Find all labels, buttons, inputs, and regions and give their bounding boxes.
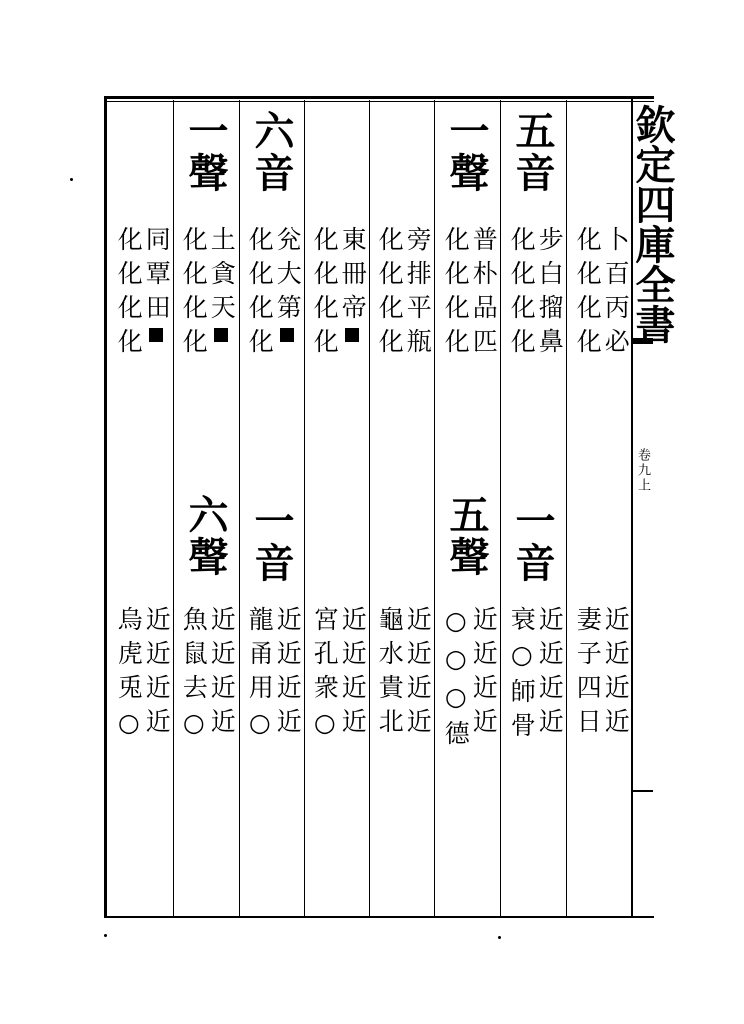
volume-label: 卷九上	[635, 448, 650, 493]
column-2-top-heading: 五音	[509, 110, 556, 194]
column-6-finals: 龍甬用○	[245, 606, 275, 746]
column-2-bottom-heading: 一音	[509, 500, 556, 584]
column-8-finals: 烏虎兎○	[114, 606, 144, 746]
column-4-hua: 化化化化	[375, 226, 405, 362]
column-1-jin: 近近近近	[601, 606, 631, 742]
blank-square-icon	[214, 328, 228, 342]
column-8-hua: 化化化化	[114, 226, 144, 362]
blank-square-icon	[149, 328, 163, 342]
column-6-hua: 化化化化	[245, 226, 275, 362]
fishtail-mark-lower	[633, 790, 653, 792]
column-8-initials	[141, 226, 172, 342]
column-3-initials: 普朴品匹	[469, 226, 499, 362]
column-1-finals: 妻子四日	[573, 606, 603, 742]
top-border	[106, 96, 654, 99]
column-6-jin: 近近近近	[273, 606, 303, 742]
column-7-bottom-heading: 六聲	[182, 494, 229, 578]
column-1-initials: 卜百丙必	[601, 226, 631, 362]
text-column-4	[369, 100, 435, 918]
column-5-finals: 宮孔衆○	[310, 606, 340, 746]
column-3-jin: 近近近近	[469, 606, 499, 742]
column-3-hua: 化化化化	[441, 226, 471, 362]
scan-speck	[498, 936, 501, 939]
column-6-bottom-heading: 一音	[248, 500, 295, 584]
column-5-initials-text: 東冊帝	[338, 226, 368, 328]
text-column-1	[566, 100, 632, 918]
column-2-jin: 近近近近	[535, 606, 565, 742]
column-7-jin: 近近近近	[207, 606, 237, 742]
blank-square-icon	[280, 328, 294, 342]
column-2-finals: 衰○師骨	[507, 606, 537, 746]
scan-speck	[104, 934, 107, 937]
column-6-initials	[272, 226, 303, 342]
column-3-top-heading: 一聲	[443, 110, 490, 194]
column-8-initials-text: 同覃田	[142, 226, 172, 328]
column-6-initials-text: 兊大第	[273, 226, 303, 328]
column-7-top-heading: 一聲	[182, 110, 229, 194]
column-7-hua: 化化化化	[179, 226, 209, 362]
column-5-hua: 化化化化	[310, 226, 340, 362]
column-2-hua: 化化化化	[507, 226, 537, 362]
column-7-finals: 魚鼠去○	[179, 606, 209, 746]
column-2-initials: 步白㨨鼻	[535, 226, 565, 362]
column-6-top-heading: 六音	[248, 110, 295, 194]
column-7-initials	[206, 226, 237, 342]
column-4-initials: 旁排平瓶	[403, 226, 433, 362]
column-4-jin: 近近近近	[403, 606, 433, 742]
column-3-finals: ○○○德	[441, 606, 471, 754]
column-3-bottom-heading: 五聲	[443, 494, 490, 578]
scan-speck	[70, 178, 73, 181]
column-5-jin: 近近近近	[338, 606, 368, 742]
text-column-8	[107, 100, 173, 918]
text-column-5	[304, 100, 370, 918]
column-4-finals: 龜水貴北	[375, 606, 405, 742]
running-title: 欽定四庫全書	[629, 104, 676, 344]
blank-square-icon	[345, 328, 359, 342]
column-5-initials	[337, 226, 368, 342]
column-8-jin: 近近近近	[142, 606, 172, 742]
column-1-hua: 化化化化	[573, 226, 603, 362]
column-7-initials-text: 土貪天	[207, 226, 237, 328]
